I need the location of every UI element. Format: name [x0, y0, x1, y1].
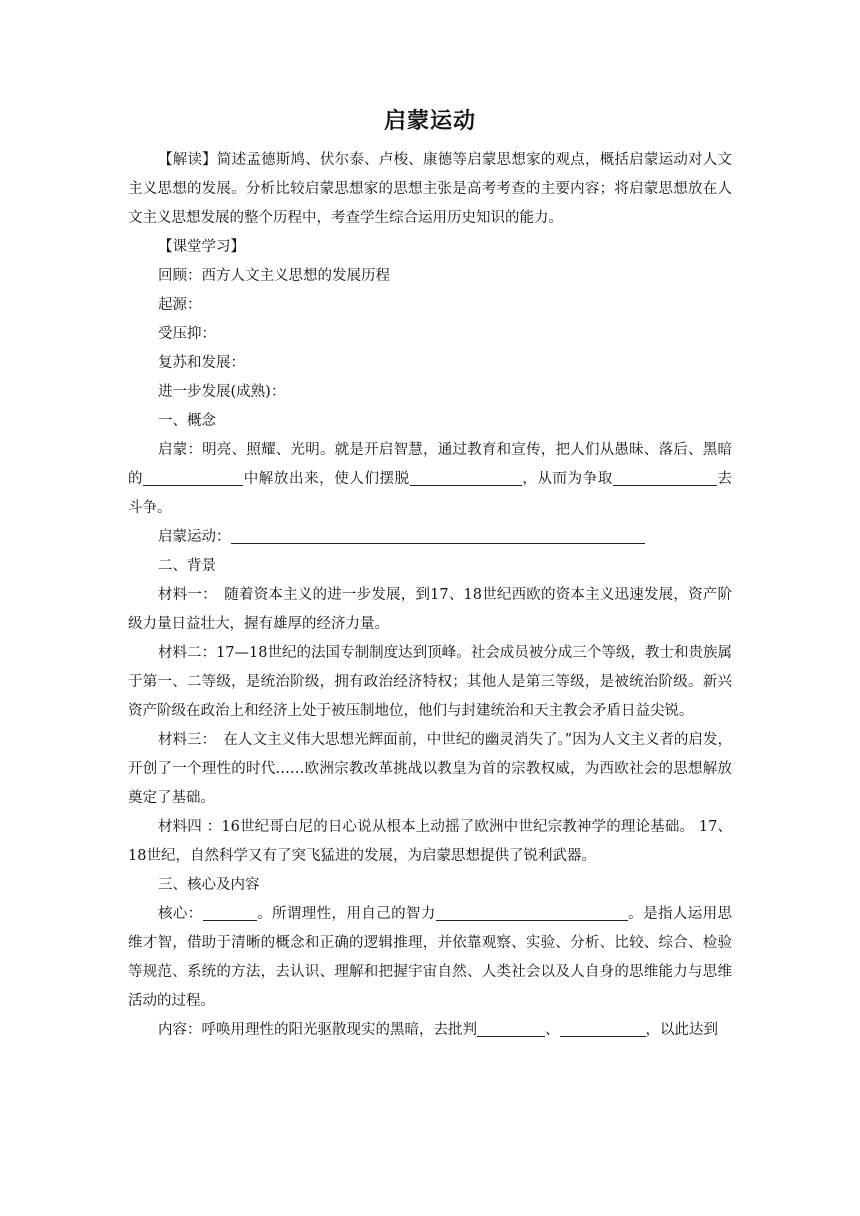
core-paragraph [128, 900, 732, 1016]
concept-enlightenment-paragraph [128, 436, 732, 523]
review-revival: 复苏和发展： [158, 355, 245, 371]
concept-text-4: 去斗争。 [128, 471, 733, 516]
section-heading-core: 三、核心及内容 [158, 877, 260, 893]
core-text-2: 。所谓理性，用自己的智力 [256, 906, 436, 922]
concept-text-1: 启蒙：明亮、照耀、光明。就是开启智慧，通过教育和宣传，把人们从愚昧、落后、黑暗的 [128, 442, 732, 487]
content-text-1: 内容：呼唤用理性的阳光驱散现实的黑暗，去批判 [158, 1022, 477, 1038]
section-label-class-study: 【课堂学习】 [158, 239, 245, 255]
fill-blank[interactable] [410, 467, 522, 486]
section-heading-concept: 一、概念 [158, 413, 216, 429]
concept-text-2: 中解放出来，使人们摆脱 [243, 471, 410, 487]
concept-text-3: ，从而为争取 [521, 471, 613, 487]
core-text-1: 核心： [158, 906, 203, 922]
material-one: 材料一： 随着资本主义的进一步发展，到17、18世纪西欧的资本主义迅速发展，资产阶级力量日益壮大，握有雄厚的经济力量。 [128, 587, 732, 632]
review-heading: 回顾：西方人文主义思想的发展历程 [158, 268, 390, 284]
core-text-3: 。是指人运用思维才智，借助于清晰的概念和正确的逻辑推理，并依靠观察、实验、分析、比较、综合、检验等规范、系统的方法，去认识、理解和把握宇宙自然、人类社会以及人自身的思维能力与思维活动的过程。 [128, 906, 733, 1009]
review-maturity: 进一步发展(成熟)： [158, 384, 286, 400]
content-paragraph [128, 1016, 732, 1045]
fill-blank[interactable] [436, 902, 628, 921]
content-text-2: 、 [545, 1022, 560, 1038]
fill-blank[interactable] [231, 525, 645, 544]
movement-label: 启蒙运动： [158, 529, 231, 545]
fill-blank[interactable] [560, 1018, 646, 1037]
material-three: 材料三： 在人文主义伟大思想光辉面前，中世纪的幽灵消失了。”因为人文主义者的启发，开创了一个理性的时代……欧洲宗教改革挑战以教皇为首的宗教权威，为西欧社会的思想解放奠定了基础。 [128, 732, 732, 806]
document-body [128, 146, 732, 1045]
material-two: 材料二：17—18世纪的法国专制制度达到顶峰。社会成员被分成三个等级，教士和贵族属于第一、二等级，是统治阶级，拥有政治经济特权；其他人是第三等级，是被统治阶级。新兴资产阶级在政治上和经济上处于被压制地位，他们与封建统治和天主教会矛盾日益尖锐。 [128, 645, 732, 719]
section-heading-background: 二、背景 [158, 558, 216, 574]
fill-blank[interactable] [203, 902, 257, 921]
review-suppressed: 受压抑： [158, 326, 216, 342]
fill-blank[interactable] [477, 1018, 545, 1037]
page-title: 启蒙运动 [383, 109, 476, 134]
enlightenment-movement-line [128, 523, 732, 552]
intro-paragraph: 【解读】简述孟德斯鸠、伏尔泰、卢梭、康德等启蒙思想家的观点，概括启蒙运动对人文主义思想的发展。分析比较启蒙思想家的思想主张是高考考查的主要内容；将启蒙思想放在人文主义思想发展的整个历程中，考查学生综合运用历史知识的能力。 [128, 152, 732, 226]
content-text-3: ，以此达到 [645, 1022, 718, 1038]
fill-blank[interactable] [143, 467, 243, 486]
fill-blank[interactable] [613, 467, 717, 486]
review-origin: 起源： [158, 297, 202, 313]
material-four: 材料四 ：16世纪哥白尼的日心说从根本上动摇了欧洲中世纪宗教神学的理论基础。 17、18世纪，自然科学又有了突飞猛进的发展，为启蒙思想提供了锐利武器。 [128, 819, 732, 864]
